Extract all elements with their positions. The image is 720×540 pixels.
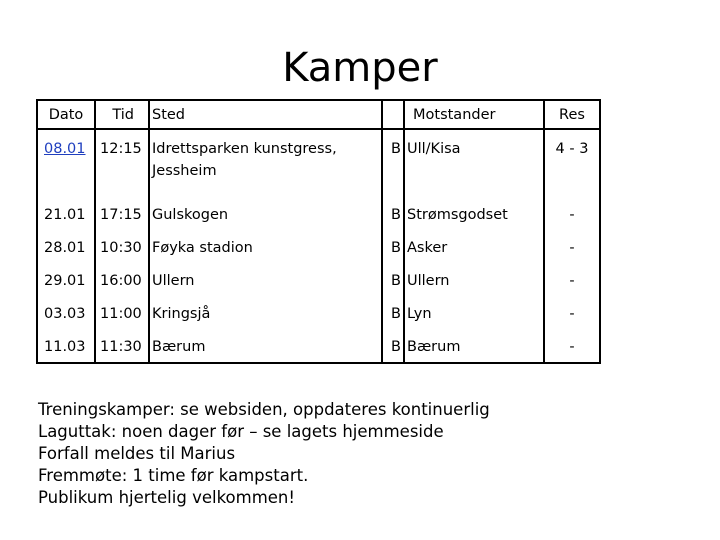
row-date: 21.01 (37, 198, 95, 231)
row-time: 11:30 (95, 330, 149, 363)
row-team: B (391, 207, 401, 223)
row-time: 12:15 (95, 129, 149, 198)
row-date (37, 129, 95, 198)
table-row (37, 330, 600, 363)
row-team: B (391, 306, 401, 322)
row-opponent: Asker (404, 231, 544, 264)
row-team: B (391, 273, 401, 289)
row-place: Bærum (149, 330, 382, 363)
row-team: B (391, 240, 401, 256)
row-place: Kringsjå (149, 297, 382, 330)
row-team: B (382, 330, 404, 363)
header-time: Tid (95, 100, 149, 129)
note-line: Fremmøte: 1 time før kampstart. (38, 466, 309, 485)
row-place: Idrettsparken kunstgress, Jessheim (149, 129, 382, 198)
table-row (37, 198, 600, 231)
row-result: - (544, 198, 600, 231)
row-time: 17:15 (95, 198, 149, 231)
table-header-row (37, 100, 600, 129)
row-result: 4 - 3 (544, 129, 600, 198)
row-team: B (391, 141, 401, 157)
note-line: Laguttak: noen dager før – se lagets hjemmeside (38, 422, 444, 441)
row-place: Føyka stadion (149, 231, 382, 264)
header-place: Sted (149, 100, 382, 129)
page-title: Kamper (282, 45, 438, 91)
note-line: Publikum hjertelig velkommen! (38, 488, 295, 507)
row-result: - (544, 297, 600, 330)
table-row (37, 231, 600, 264)
notes-block (38, 399, 490, 509)
row-result: - (544, 264, 600, 297)
header-opponent (404, 100, 544, 129)
row-date: 29.01 (37, 264, 95, 297)
row-time: 11:00 (95, 297, 149, 330)
row-opponent: Lyn (404, 297, 544, 330)
header-opponent-label: Motstander (413, 107, 496, 123)
row-opponent: Ullern (404, 264, 544, 297)
row-date: 03.03 (37, 297, 95, 330)
matches-table (36, 99, 601, 364)
row-place: Gulskogen (149, 198, 382, 231)
note-line: Forfall meldes til Marius (38, 444, 236, 463)
header-date: Dato (37, 100, 95, 129)
row-date: 28.01 (37, 231, 95, 264)
table-row (37, 129, 600, 198)
row-place: Ullern (149, 264, 382, 297)
table-row (37, 297, 600, 330)
row-time: 10:30 (95, 231, 149, 264)
row-time: 16:00 (95, 264, 149, 297)
row-opponent: Strømsgodset (404, 198, 544, 231)
table-row (37, 264, 600, 297)
row-result: - (544, 231, 600, 264)
row-opponent: Bærum (404, 330, 544, 363)
row-date: 11.03 (37, 330, 95, 363)
date-link[interactable]: 08.01 (44, 141, 86, 157)
note-line: Treningskamper: se websiden, oppdateres kontinuerlig (38, 400, 490, 419)
header-team (382, 100, 404, 129)
header-result: Res (544, 100, 600, 129)
row-result: - (544, 330, 600, 363)
row-opponent: Ull/Kisa (404, 129, 544, 198)
